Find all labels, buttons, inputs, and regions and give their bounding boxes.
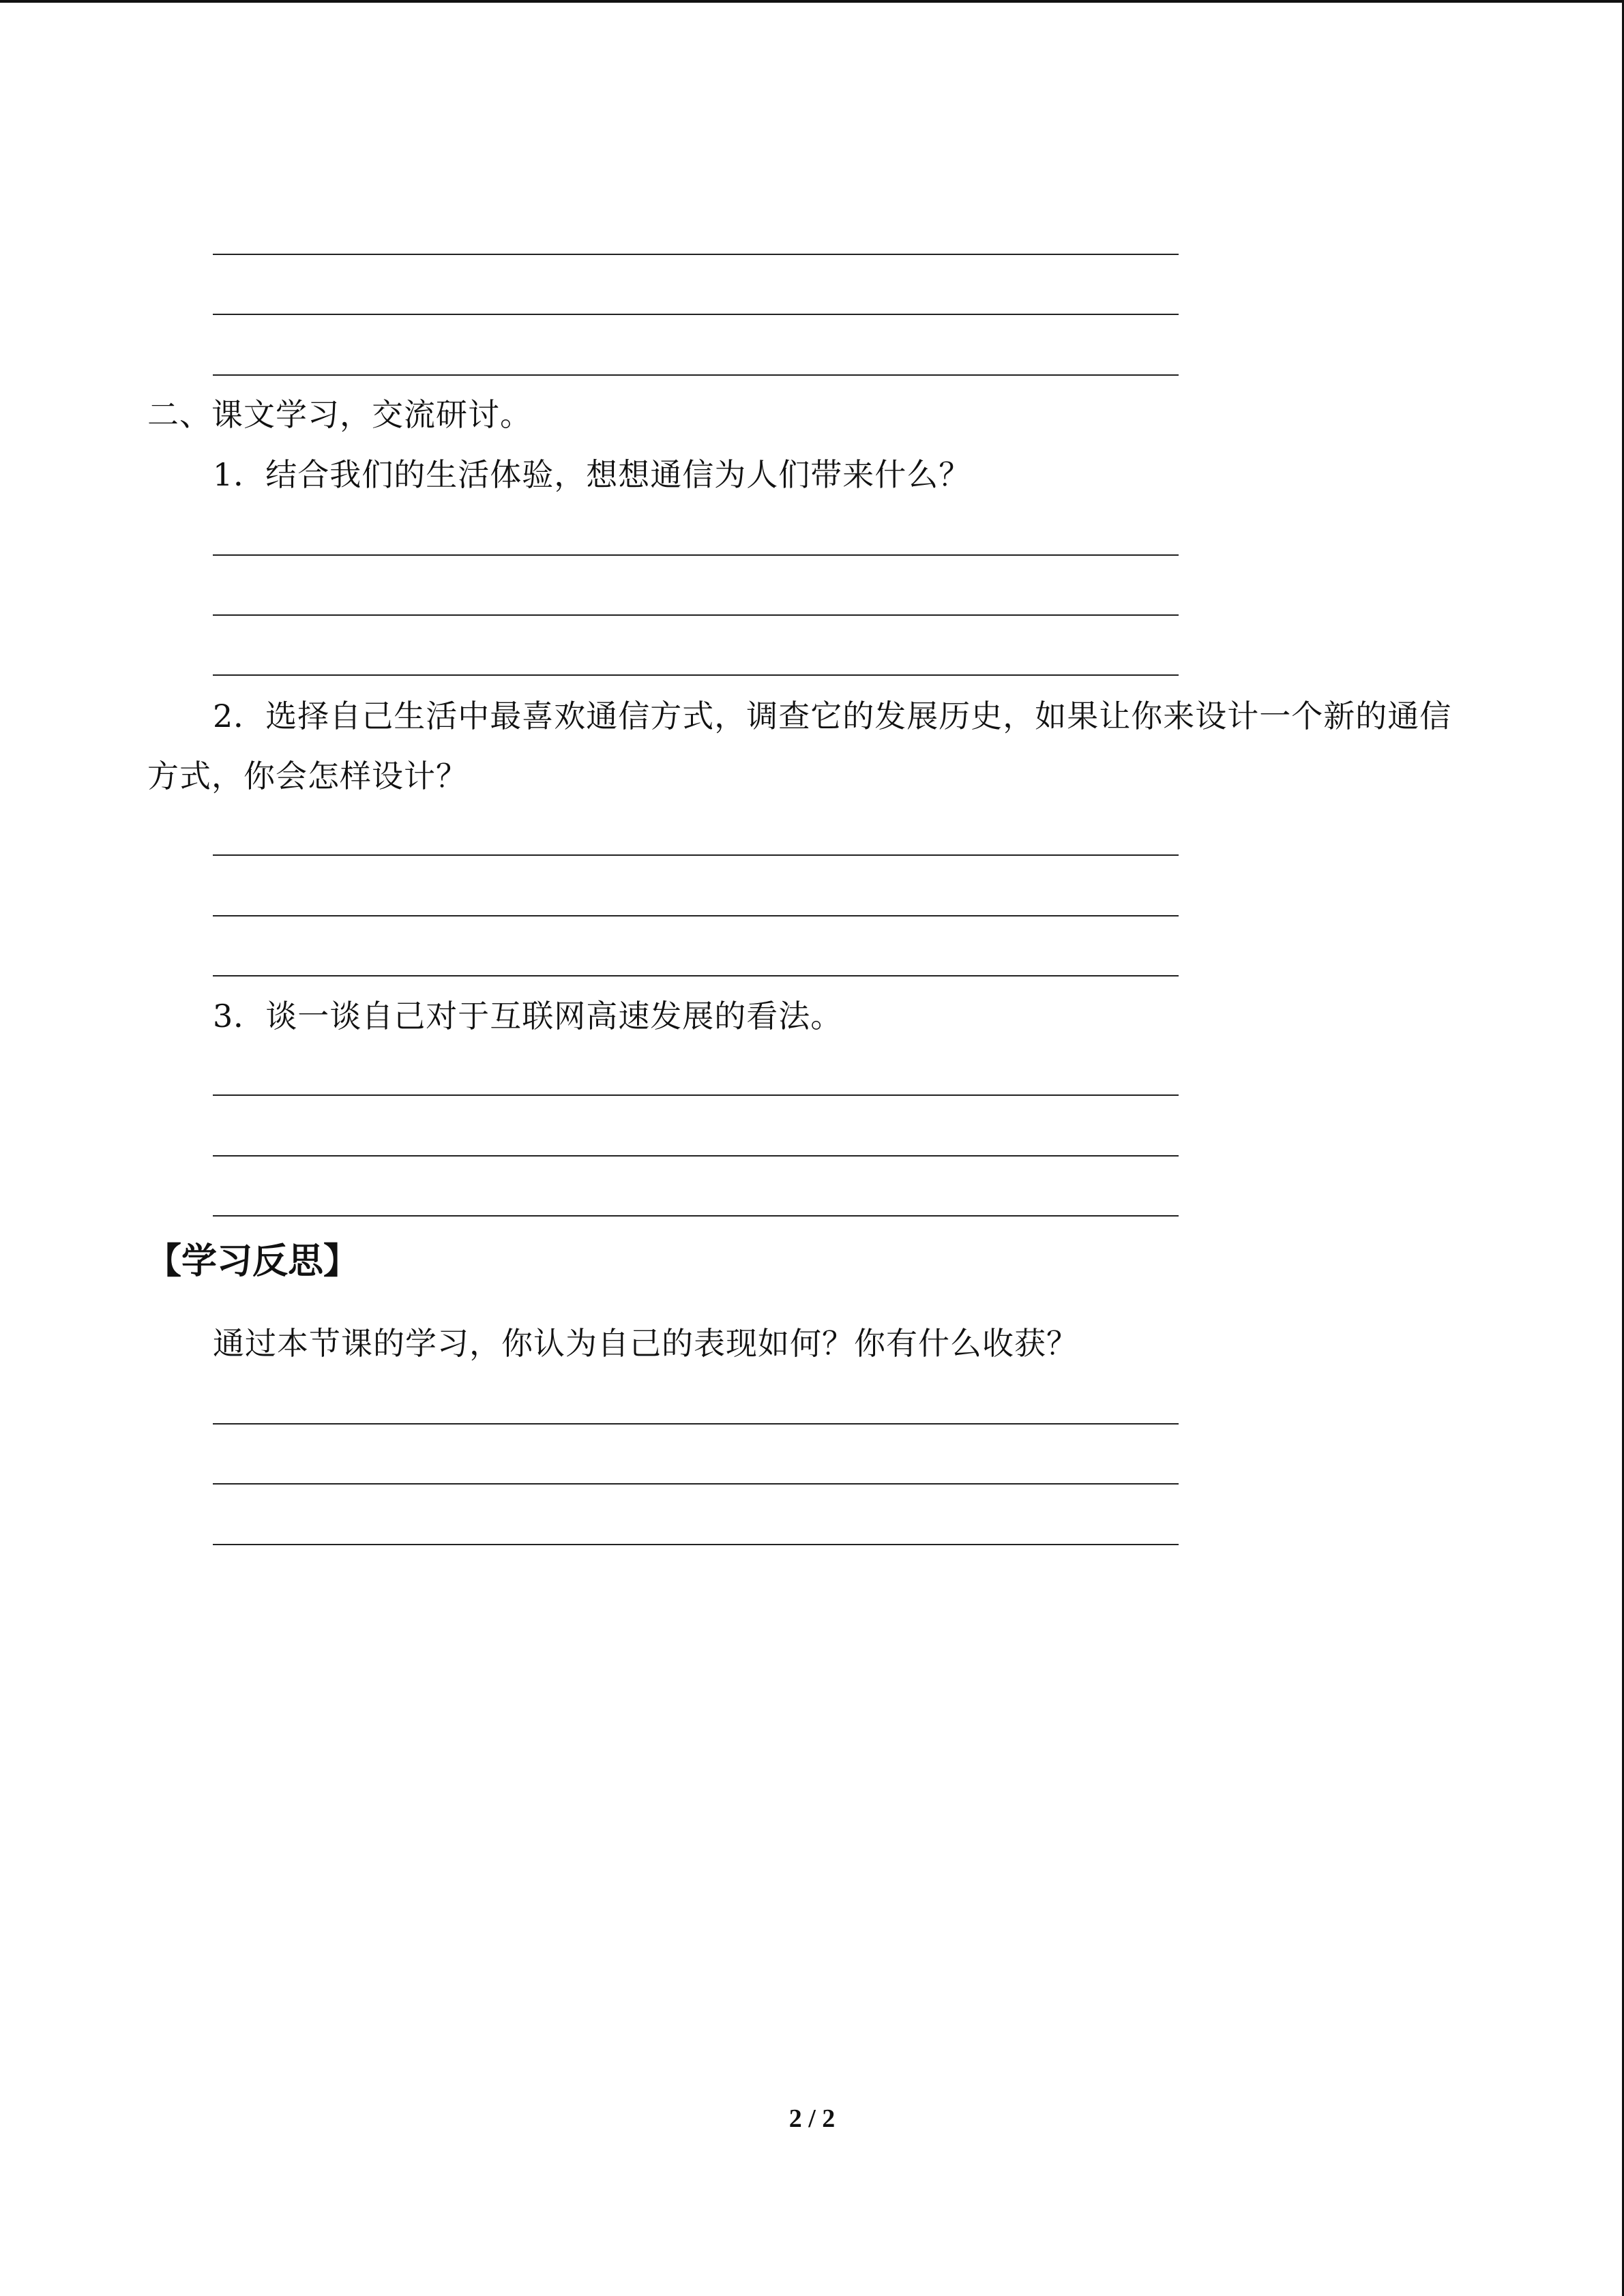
answer-line[interactable]: [213, 314, 1179, 315]
answer-line[interactable]: [213, 674, 1179, 676]
answer-line[interactable]: [213, 1483, 1179, 1485]
section-heading: 二、课文学习，交流研讨。: [147, 396, 532, 433]
answer-line[interactable]: [213, 1094, 1179, 1096]
answer-line[interactable]: [213, 374, 1179, 376]
reflection-prompt: 通过本节课的学习，你认为自己的表现如何？你有什么收获？: [213, 1325, 1078, 1362]
page-top-border: [0, 0, 1624, 3]
answer-line[interactable]: [213, 1423, 1179, 1425]
question-2-line-1: 2．选择自己生活中最喜欢通信方式，调查它的发展历史，如果让你来设计一个新的通信: [213, 698, 1452, 734]
answer-line[interactable]: [213, 915, 1179, 916]
answer-line[interactable]: [213, 614, 1179, 616]
answer-line[interactable]: [213, 975, 1179, 976]
answer-line[interactable]: [213, 1215, 1179, 1217]
reflection-heading: 【学习反思】: [146, 1241, 359, 1282]
answer-line[interactable]: [213, 1155, 1179, 1157]
answer-line[interactable]: [213, 1544, 1179, 1545]
page-number: 2 / 2: [788, 2104, 836, 2133]
question-3: 3．谈一谈自己对于互联网高速发展的看法。: [213, 998, 843, 1034]
answer-line[interactable]: [213, 554, 1179, 556]
answer-line[interactable]: [213, 254, 1179, 255]
question-2-line-2: 方式，你会怎样设计？: [147, 758, 468, 794]
answer-line[interactable]: [213, 854, 1179, 856]
question-1: 1．结合我们的生活体验，想想通信为人们带来什么？: [213, 456, 971, 493]
